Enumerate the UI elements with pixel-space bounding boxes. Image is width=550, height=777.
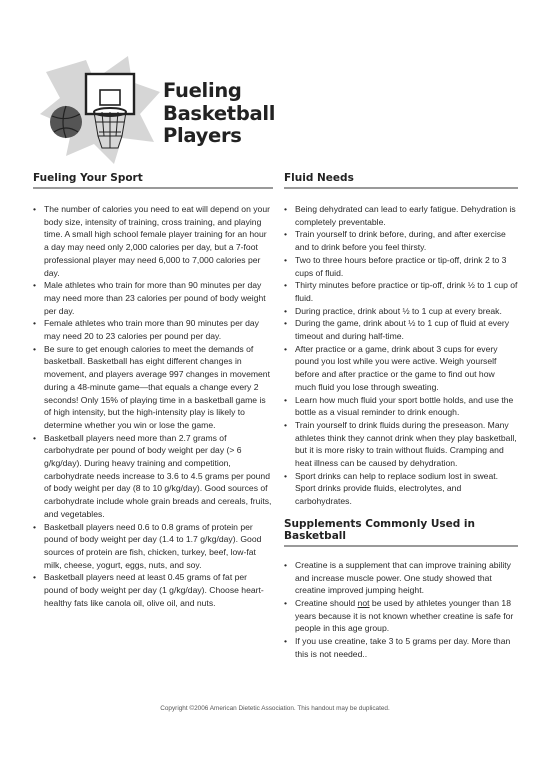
copyright-footer: Copyright ©2006 American Dietetic Association. This handout may be duplicated. [160, 705, 390, 712]
emphasis-not: not [357, 597, 370, 608]
list-item: • Basketball players need 0.6 to 0.8 grams of protein per pound of body weight per day (1.4 to 1.7 g/kg/day). Good sources of protein are fish, chicken, turkey, beef, low-fat milk, cheese, yogurt, eggs, nuts, and soy. [33, 521, 273, 572]
section-heading-supplements: Supplements Commonly Used in Basketball [284, 518, 518, 547]
list-item: • Train yourself to drink before, during, and after exercise and to drink before you feel thirsty. [284, 228, 518, 253]
list-item: • Male athletes who train for more than 90 minutes per day may need more than 23 calories per pound of body weight per day. [33, 279, 273, 317]
list-item: • Female athletes who train more than 90 minutes per day may need 20 to 23 calories per pound per day. [33, 317, 273, 342]
list-item: • Sport drinks can help to replace sodium lost in sweat. Sport drinks provide fluids, electrolytes, and carbohydrates. [284, 470, 518, 508]
list-item: • Learn how much fluid your sport bottle holds, and use the bottle as a visual reminder to drink enough. [284, 394, 518, 419]
list-item: • Creatine is a supplement that can improve training ability and increase muscle power. One study showed that creatine improved jumping height. [284, 559, 518, 597]
list-item: • Train yourself to drink fluids during the preseason. Many athletes think they cannot drink when they play basketball, but it is more risky to train without fluids. Cramping and heat illness can be caused by dehydration. [284, 419, 518, 470]
fueling-list [33, 203, 273, 610]
fluid-list [284, 203, 518, 508]
title-line-1: Fueling [163, 79, 242, 102]
left-column [33, 172, 273, 610]
list-item: • During practice, drink about ½ to 1 cup at every break. [284, 305, 518, 318]
list-item: • If you use creatine, take 3 to 5 grams per day. More than this is not needed.. [284, 635, 518, 660]
list-item: • During the game, drink about ½ to 1 cup of fluid at every timeout and during half-time. [284, 317, 518, 342]
supp2-text-b: be used by athletes younger than 18 years because it is not known whether creatine is safe for people in this age group. [295, 597, 514, 634]
list-item: • Thirty minutes before practice or tip-off, drink ½ to 1 cup of fluid. [284, 279, 518, 304]
supplements-list [284, 559, 518, 661]
list-item: • The number of calories you need to eat will depend on your body size, intensity of training, cross training, and playing time. A small high school female player training for an hour a day may need only 2,000 calories per day, but a 7-foot professional player may need 6,000 to 7,000 calories per day. [33, 203, 273, 279]
list-item: • Two to three hours before practice or tip-off, drink 2 to 3 cups of fluid. [284, 254, 518, 279]
right-column [284, 172, 518, 661]
title-line-3: Players [163, 124, 242, 147]
list-item: • Be sure to get enough calories to meet the demands of basketball. Basketball has eight different changes in movement, and players average 997 changes in movement during a 48-minute game—that equals a change every 2 seconds! Only 15% of playing time in a basketball game is of high intensity, but the high-intensity play is likely to determine whether you win or lose the game. [33, 343, 273, 432]
title-line-2: Basketball [163, 101, 276, 125]
basketball [50, 106, 82, 138]
list-item: • Basketball players need at least 0.45 grams of fat per pound of body weight per day (1 g/kg/day). Choose heart-healthy fats like canola oil, olive oil, and nuts. [33, 571, 273, 609]
basketball-hoop-logo [36, 52, 164, 168]
section-heading-fluid: Fluid Needs [284, 172, 518, 189]
list-item: • Basketball players need more than 2.7 grams of carbohydrate per pound of body weight per day (> 6 g/kg/day). During heavy training and competition, carbohydrate needs increase to 3.6 to 4.5 grams per pound of body weight per day (8 to 10 g/kg/day). Good sources of carbohydrate include whole grain breads and cereals, fruits, and vegetables. [33, 432, 273, 521]
document-title [163, 80, 275, 148]
supplements-section [284, 518, 518, 661]
list-item [284, 597, 518, 635]
list-item: • After practice or a game, drink about 3 cups for every pound you lost while you were active. Weigh yourself before and after practice or the game to find out how much fluid you lose through sweating. [284, 343, 518, 394]
section-heading-fueling: Fueling Your Sport [33, 172, 273, 189]
list-item: • Being dehydrated can lead to early fatigue. Dehydration is completely preventable. [284, 203, 518, 228]
supp2-text-a: Creatine should [295, 597, 358, 608]
